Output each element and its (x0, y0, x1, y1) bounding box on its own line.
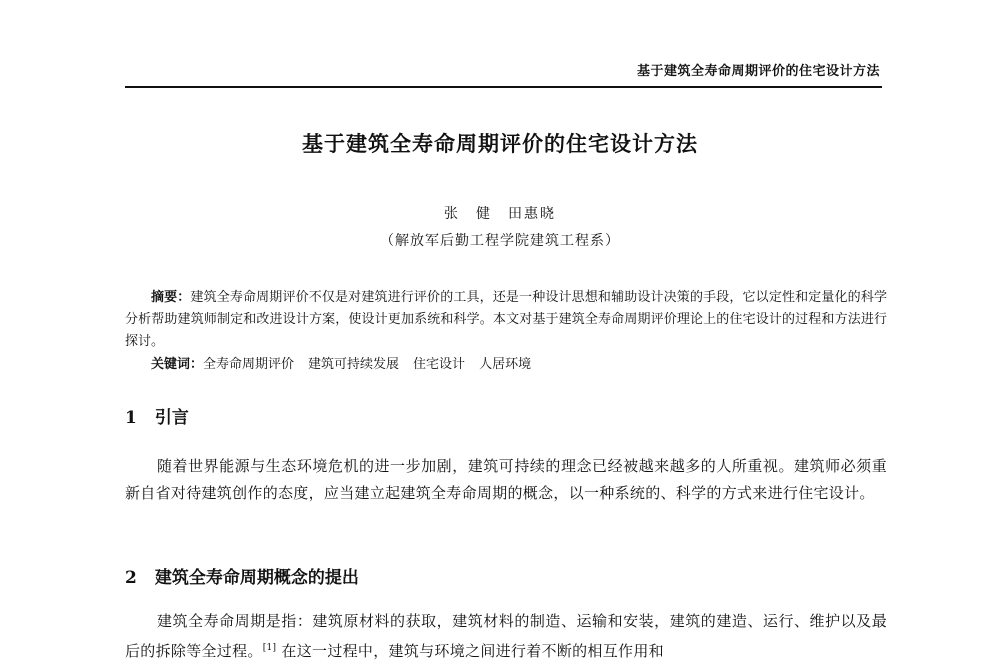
section-number: 2 (125, 568, 137, 588)
paragraph-text: 在这一过程中，建筑与环境之间进行着不断的相互作用和 (276, 642, 664, 660)
keyword: 全寿命周期评价 (203, 357, 295, 372)
section-number: 1 (125, 408, 137, 428)
header-rule (125, 86, 882, 88)
body-paragraph (125, 608, 887, 665)
paper-authors: 张 健 田惠晓 (444, 206, 556, 222)
running-header: 基于建筑全寿命周期评价的住宅设计方法 (636, 64, 880, 79)
keyword: 住宅设计 (413, 357, 466, 372)
keywords (151, 354, 545, 376)
body-paragraph: 随着世界能源与生态环境危机的进一步加剧，建筑可持续的理念已经被越来越多的人所重视。建筑师必须重新自省对待建筑创作的态度，应当建立起建筑全寿命周期的概念，以一种系统的、科学的方式来进行住宅设计。 (125, 457, 887, 502)
keywords-label: 关键词： (151, 357, 204, 372)
paper-title: 基于建筑全寿命周期评价的住宅设计方法 (302, 131, 698, 156)
section-title: 引言 (154, 408, 189, 428)
abstract-text: 建筑全寿命周期评价不仅是对建筑进行评价的工具，还是一种设计思想和辅助设计决策的手段，它以定性和定量化的科学分析帮助建筑师制定和改进设计方案，使设计更加系统和科学。本文对基于建筑全寿命周期评价理论上的住宅设计的过程和方法进行探讨。 (125, 290, 887, 349)
abstract (125, 287, 887, 353)
keyword: 人居环境 (479, 357, 532, 372)
abstract-label: 摘要： (151, 290, 191, 305)
section-heading-introduction (125, 403, 189, 428)
section-title: 建筑全寿命周期概念的提出 (154, 568, 359, 588)
paper-affiliation: （解放军后勤工程学院建筑工程系） (380, 233, 620, 249)
keyword: 建筑可持续发展 (308, 357, 400, 372)
paragraph-text: 建筑全寿命周期是指：建筑原材料的获取，建筑材料的制造、运输和安装，建筑的建造、运行、维护以及最后的拆除等全过程。 (125, 612, 887, 660)
citation-ref: [1] (262, 643, 277, 653)
section-heading-lifecycle-concept (125, 563, 359, 588)
